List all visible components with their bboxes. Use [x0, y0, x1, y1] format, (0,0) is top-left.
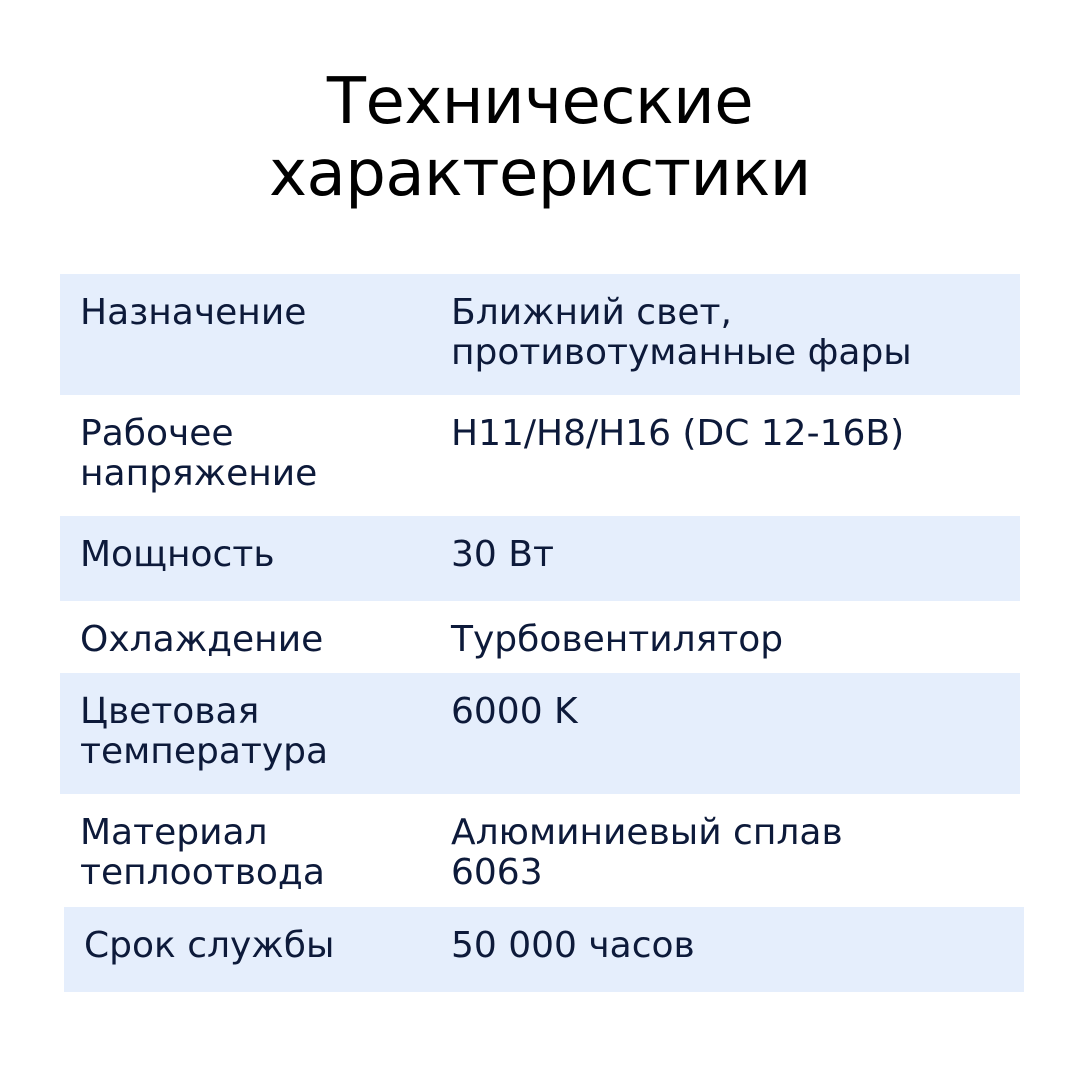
- spec-label-line: Рабочее: [80, 413, 234, 454]
- spec-label-line: Срок службы: [84, 925, 335, 966]
- spec-value: [451, 794, 1020, 907]
- page-title-line-1: Технические: [326, 65, 754, 139]
- spec-value-line: 6063: [451, 852, 543, 893]
- spec-label-line: Материал: [80, 812, 268, 853]
- spec-row-cooling: [60, 601, 1020, 673]
- spec-label: [60, 274, 451, 395]
- spec-value: [451, 516, 1020, 601]
- spec-label-line: теплоотвода: [80, 852, 325, 893]
- spec-label: [60, 794, 451, 907]
- spec-value-line: 6000 K: [451, 691, 578, 732]
- spec-value: [451, 395, 1020, 516]
- spec-label: [60, 601, 451, 673]
- spec-label-line: Цветовая: [80, 691, 260, 732]
- spec-value: [451, 601, 1020, 673]
- spec-value-line: Алюминиевый сплав: [451, 812, 843, 853]
- spec-value-line: Ближний свет,: [451, 292, 732, 333]
- spec-row-color-temperature: [60, 673, 1020, 794]
- spec-value-line: Турбовентилятор: [451, 619, 784, 660]
- spec-label-line: Мощность: [80, 534, 275, 575]
- spec-row-purpose: [60, 274, 1020, 395]
- spec-label-line: напряжение: [80, 453, 318, 494]
- spec-value: [451, 274, 1020, 395]
- spec-label: [64, 907, 451, 992]
- spec-row-power: [60, 516, 1020, 601]
- spec-value: [451, 673, 1020, 794]
- spec-value-line: противотуманные фары: [451, 332, 912, 373]
- spec-value-line: H11/H8/H16 (DC 12-16В): [451, 413, 905, 454]
- spec-row-service-life: [64, 907, 1024, 992]
- spec-label: [60, 673, 451, 794]
- spec-row-heatsink-material: [60, 794, 1020, 907]
- page-title: [0, 66, 1080, 210]
- spec-value-line: 30 Вт: [451, 534, 554, 575]
- spec-table: [60, 274, 1020, 992]
- spec-value-line: 50 000 часов: [451, 925, 695, 966]
- spec-label: [60, 516, 451, 601]
- spec-value: [451, 907, 1020, 992]
- spec-label-line: Назначение: [80, 292, 307, 333]
- page-title-line-2: характеристики: [269, 137, 811, 211]
- spec-row-voltage: [60, 395, 1020, 516]
- spec-label: [60, 395, 451, 516]
- spec-label-line: Охлаждение: [80, 619, 324, 660]
- spec-label-line: температура: [80, 731, 329, 772]
